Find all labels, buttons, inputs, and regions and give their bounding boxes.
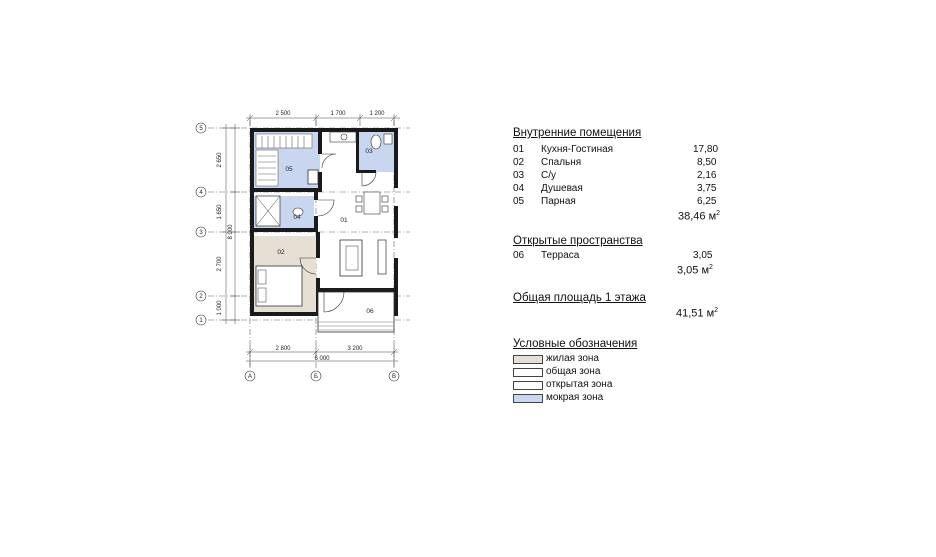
dim-chain-left bbox=[222, 124, 240, 324]
legend-label: общая зона bbox=[546, 366, 601, 377]
row-name: С/у bbox=[541, 170, 556, 181]
wash-basin bbox=[384, 134, 392, 144]
row-num: 02 bbox=[513, 157, 525, 168]
dim-bottom-total: 6 000 bbox=[314, 356, 330, 362]
row-area: 2,16 bbox=[697, 170, 717, 181]
row-name: Терраса bbox=[541, 250, 580, 261]
axis-row-4: 4 bbox=[199, 190, 203, 196]
floor-total bbox=[676, 307, 718, 320]
sauna-stove bbox=[308, 170, 318, 184]
dim-left-3: 2 700 bbox=[217, 256, 223, 272]
rooms-total-value: 38,46 м bbox=[678, 210, 717, 223]
row-name: Спальня bbox=[541, 157, 582, 168]
sauna-door bbox=[322, 154, 336, 168]
room-label-04: 04 bbox=[293, 214, 301, 221]
legend-swatch bbox=[513, 394, 543, 403]
row-area: 3,75 bbox=[697, 183, 717, 194]
open-total-value: 3,05 м bbox=[677, 264, 710, 277]
shower-door bbox=[318, 200, 334, 216]
rooms-table-title: Внутренние помещения bbox=[513, 127, 642, 139]
axis-row-5: 5 bbox=[199, 126, 203, 132]
row-num: 05 bbox=[513, 196, 525, 207]
axis-row-3: 3 bbox=[199, 230, 203, 236]
row-num: 03 bbox=[513, 170, 525, 181]
row-area: 8,50 bbox=[697, 157, 717, 168]
axis-col-a: A bbox=[247, 374, 253, 380]
open-total bbox=[677, 264, 713, 277]
legend-label: мокрая зона bbox=[546, 392, 604, 403]
room-label-06: 06 bbox=[366, 308, 374, 315]
row-name: Душевая bbox=[541, 183, 583, 194]
row-name: Парная bbox=[541, 196, 576, 207]
axis-col-v: В bbox=[391, 374, 397, 380]
dim-left-total: 8 000 bbox=[228, 224, 234, 240]
legend-swatch bbox=[513, 381, 543, 390]
axis-col-b: Б bbox=[314, 374, 318, 380]
row-area: 17,80 bbox=[693, 144, 719, 155]
legend-label: жилая зона bbox=[546, 353, 599, 364]
dim-top-3: 1 200 bbox=[369, 111, 385, 117]
dim-bottom-2: 3 200 bbox=[347, 346, 363, 352]
open-total-sup: 2 bbox=[709, 264, 713, 271]
dim-bottom-1: 2 800 bbox=[275, 346, 291, 352]
dining-set bbox=[356, 192, 388, 214]
row-num: 04 bbox=[513, 183, 525, 194]
floor-total-title: Общая площадь 1 этажа bbox=[513, 292, 646, 304]
dim-top-2: 1 700 bbox=[330, 111, 346, 117]
wc-door bbox=[362, 172, 376, 186]
row-num: 06 bbox=[513, 250, 525, 261]
room-label-01: 01 bbox=[340, 217, 348, 224]
floor-total-sup: 2 bbox=[714, 307, 719, 314]
open-table-title: Открытые пространства bbox=[513, 235, 643, 247]
kitchen-counter bbox=[330, 132, 356, 142]
legend-swatch bbox=[513, 355, 543, 364]
axis-row-1: 1 bbox=[199, 318, 203, 324]
toilet bbox=[371, 135, 381, 149]
legend-title: Условные обозначения bbox=[513, 338, 638, 350]
floor-total-value: 41,51 м bbox=[676, 307, 715, 320]
rooms-total bbox=[678, 210, 720, 223]
dim-left-1: 2 650 bbox=[217, 152, 223, 168]
row-area: 3,05 bbox=[693, 250, 713, 261]
dim-left-2: 1 650 bbox=[217, 204, 223, 220]
dim-top-1: 2 500 bbox=[275, 111, 291, 117]
row-name: Кухня-Гостиная bbox=[541, 144, 614, 155]
tv-stand bbox=[378, 240, 386, 274]
room-label-05: 05 bbox=[285, 166, 293, 173]
axis-row-2: 2 bbox=[199, 294, 203, 300]
dim-left-4: 1 000 bbox=[217, 300, 223, 316]
row-area: 6,25 bbox=[697, 196, 717, 207]
legend-label: открытая зона bbox=[546, 379, 613, 390]
room-label-02: 02 bbox=[277, 249, 285, 256]
rooms-total-sup: 2 bbox=[716, 210, 721, 217]
row-num: 01 bbox=[513, 144, 525, 155]
room-label-03: 03 bbox=[365, 148, 373, 155]
legend-swatch bbox=[513, 368, 543, 377]
